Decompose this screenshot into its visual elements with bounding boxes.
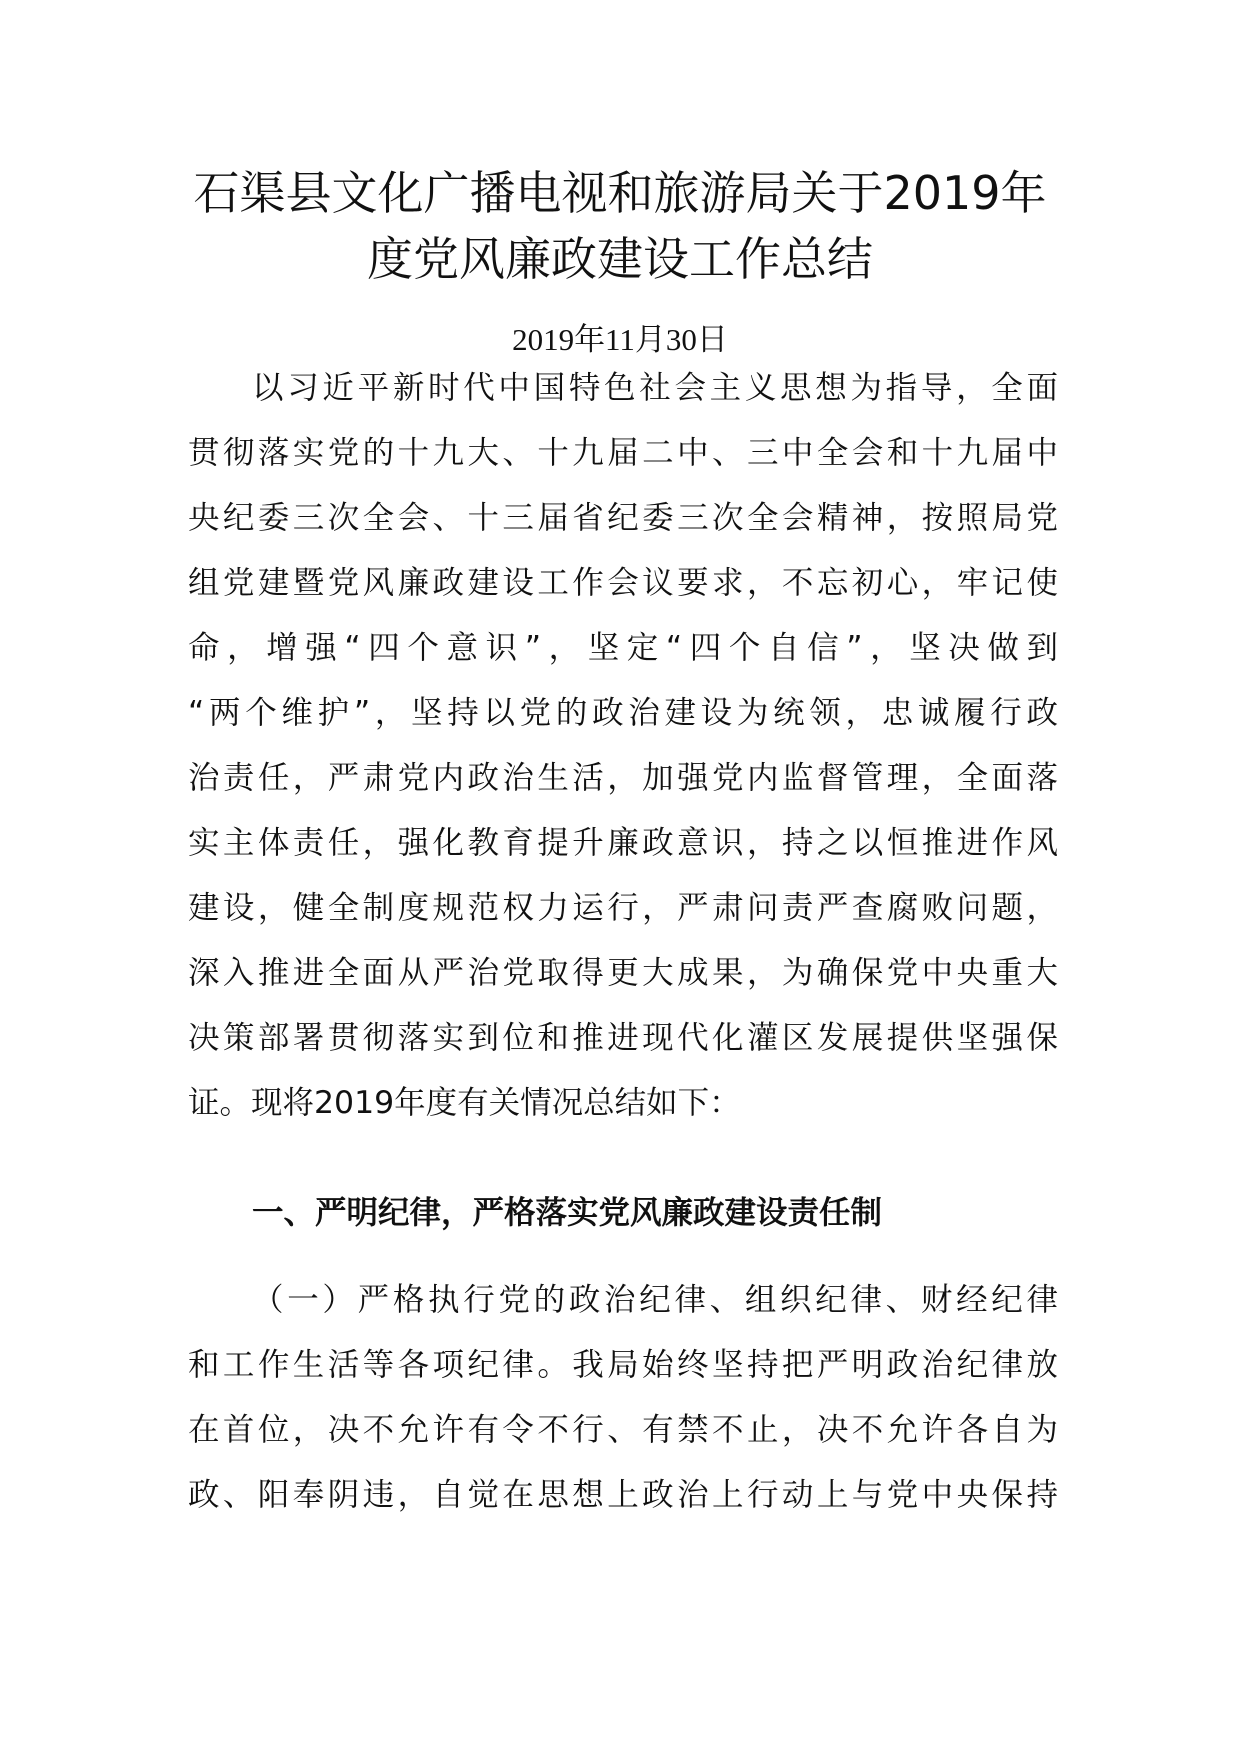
section-heading: 一、严明纪律，严格落实党风廉政建设责任制 [252,1195,883,1231]
paragraph-line: 组党建暨党风廉政建设工作会议要求，不忘初心，牢记使 [188,565,1058,601]
paragraph-line: “两个维护”，坚持以党的政治建设为统领，忠诚履行政 [188,695,1058,731]
paragraph-line: 在首位，决不允许有令不行、有禁不止，决不允许各自为 [188,1412,1058,1448]
paragraph-line: 和工作生活等各项纪律。我局始终坚持把严明政治纪律放 [188,1347,1058,1383]
paragraph-line: 证。现将2019年度有关情况总结如下： [188,1085,741,1121]
section-paragraph [188,1268,1058,1528]
paragraph-line: 政、阳奉阴违，自觉在思想上政治上行动上与党中央保持 [188,1477,1058,1513]
paragraph-line: 决策部署贯彻落实到位和推进现代化灌区发展提供坚强保 [188,1020,1058,1056]
intro-paragraph [188,356,1058,1136]
paragraph-line: 建设，健全制度规范权力运行，严肃问责严查腐败问题， [188,890,1058,926]
paragraph-line: 命，增强“四个意识”，坚定“四个自信”，坚决做到 [188,630,1058,666]
paragraph-line: 央纪委三次全会、十三届省纪委三次全会精神，按照局党 [188,500,1058,536]
paragraph-line: 实主体责任，强化教育提升廉政意识，持之以恒推进作风 [188,825,1058,861]
title-line: 石渠县文化广播电视和旅游局关于2019年 [193,166,1047,220]
paragraph-line: 贯彻落实党的十九大、十九届二中、三中全会和十九届中 [188,435,1058,471]
document-title [150,160,1090,292]
document-date: 2019年11月30日 [512,322,728,357]
paragraph-line: 以习近平新时代中国特色社会主义思想为指导，全面 [252,370,1058,406]
paragraph-line: 治责任，严肃党内政治生活，加强党内监督管理，全面落 [188,760,1058,796]
paragraph-line: 深入推进全面从严治党取得更大成果，为确保党中央重大 [188,955,1058,991]
title-line: 度党风廉政建设工作总结 [367,232,873,286]
paragraph-line: （一）严格执行党的政治纪律、组织纪律、财经纪律 [252,1282,1058,1318]
